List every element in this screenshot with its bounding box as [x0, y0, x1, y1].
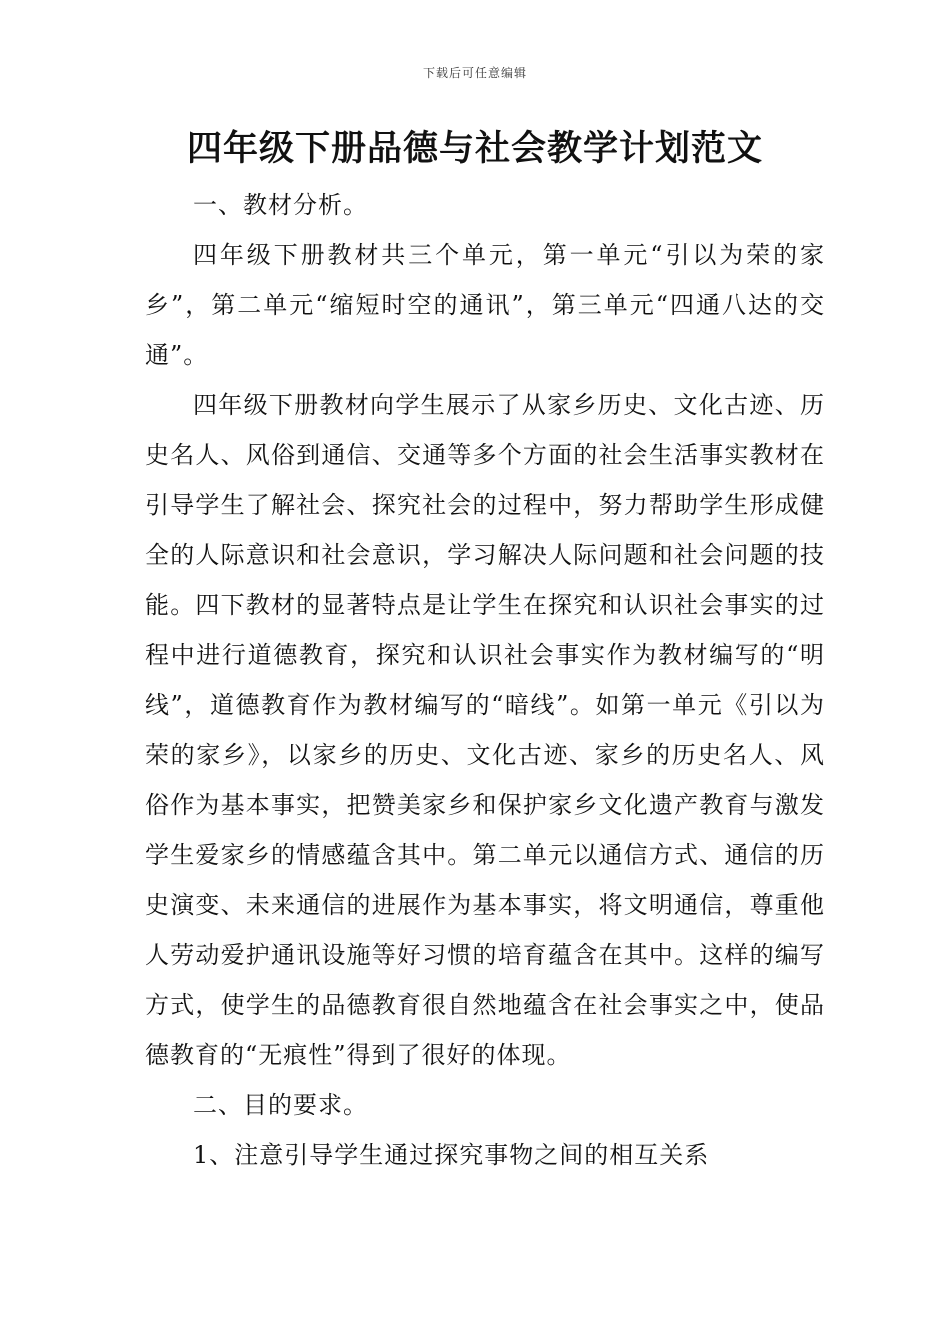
- section-heading-materials: 一、教材分析。: [193, 191, 368, 219]
- paragraph-units: 四年级下册教材共三个单元，第一单元“引以为荣的家乡”，第二单元“缩短时空的通讯”，第三单元“四通八达的交通”。: [145, 241, 825, 369]
- header-note: 下载后可任意编辑: [422, 66, 527, 80]
- document-title: 四年级下册品德与社会教学计划范文: [186, 129, 763, 169]
- goal-item-1: 1、注意引导学生通过探究事物之间的相互关系: [193, 1141, 710, 1169]
- paragraph-materials-analysis: 四年级下册教材向学生展示了从家乡历史、文化古迹、历史名人、风俗到通信、交通等多个方面的社会生活事实教材在引导学生了解社会、探究社会的过程中，努力帮助学生形成健全的人际意识和社会意识，学习解决人际问题和社会问题的技能。四下教材的显著特点是让学生在探究和认识社会事实的过程中进行道德教育，探究和认识社会事实作为教材编写的“明线”，道德教育作为教材编写的“暗线”。如第一单元《引以为荣的家乡》，以家乡的历史、文化古迹、家乡的历史名人、风俗作为基本事实，把赞美家乡和保护家乡文化遗产教育与激发学生爱家乡的情感蕴含其中。第二单元以通信方式、通信的历史演变、未来通信的进展作为基本事实，将文明通信，尊重他人劳动爱护通讯设施等好习惯的培育蕴含在其中。这样的编写方式，使学生的品德教育很自然地蕴含在社会事实之中，使品德教育的“无痕性”得到了很好的体现。: [145, 391, 825, 1069]
- document-body: [145, 180, 825, 1180]
- section-heading-goals: 二、目的要求。: [193, 1091, 368, 1119]
